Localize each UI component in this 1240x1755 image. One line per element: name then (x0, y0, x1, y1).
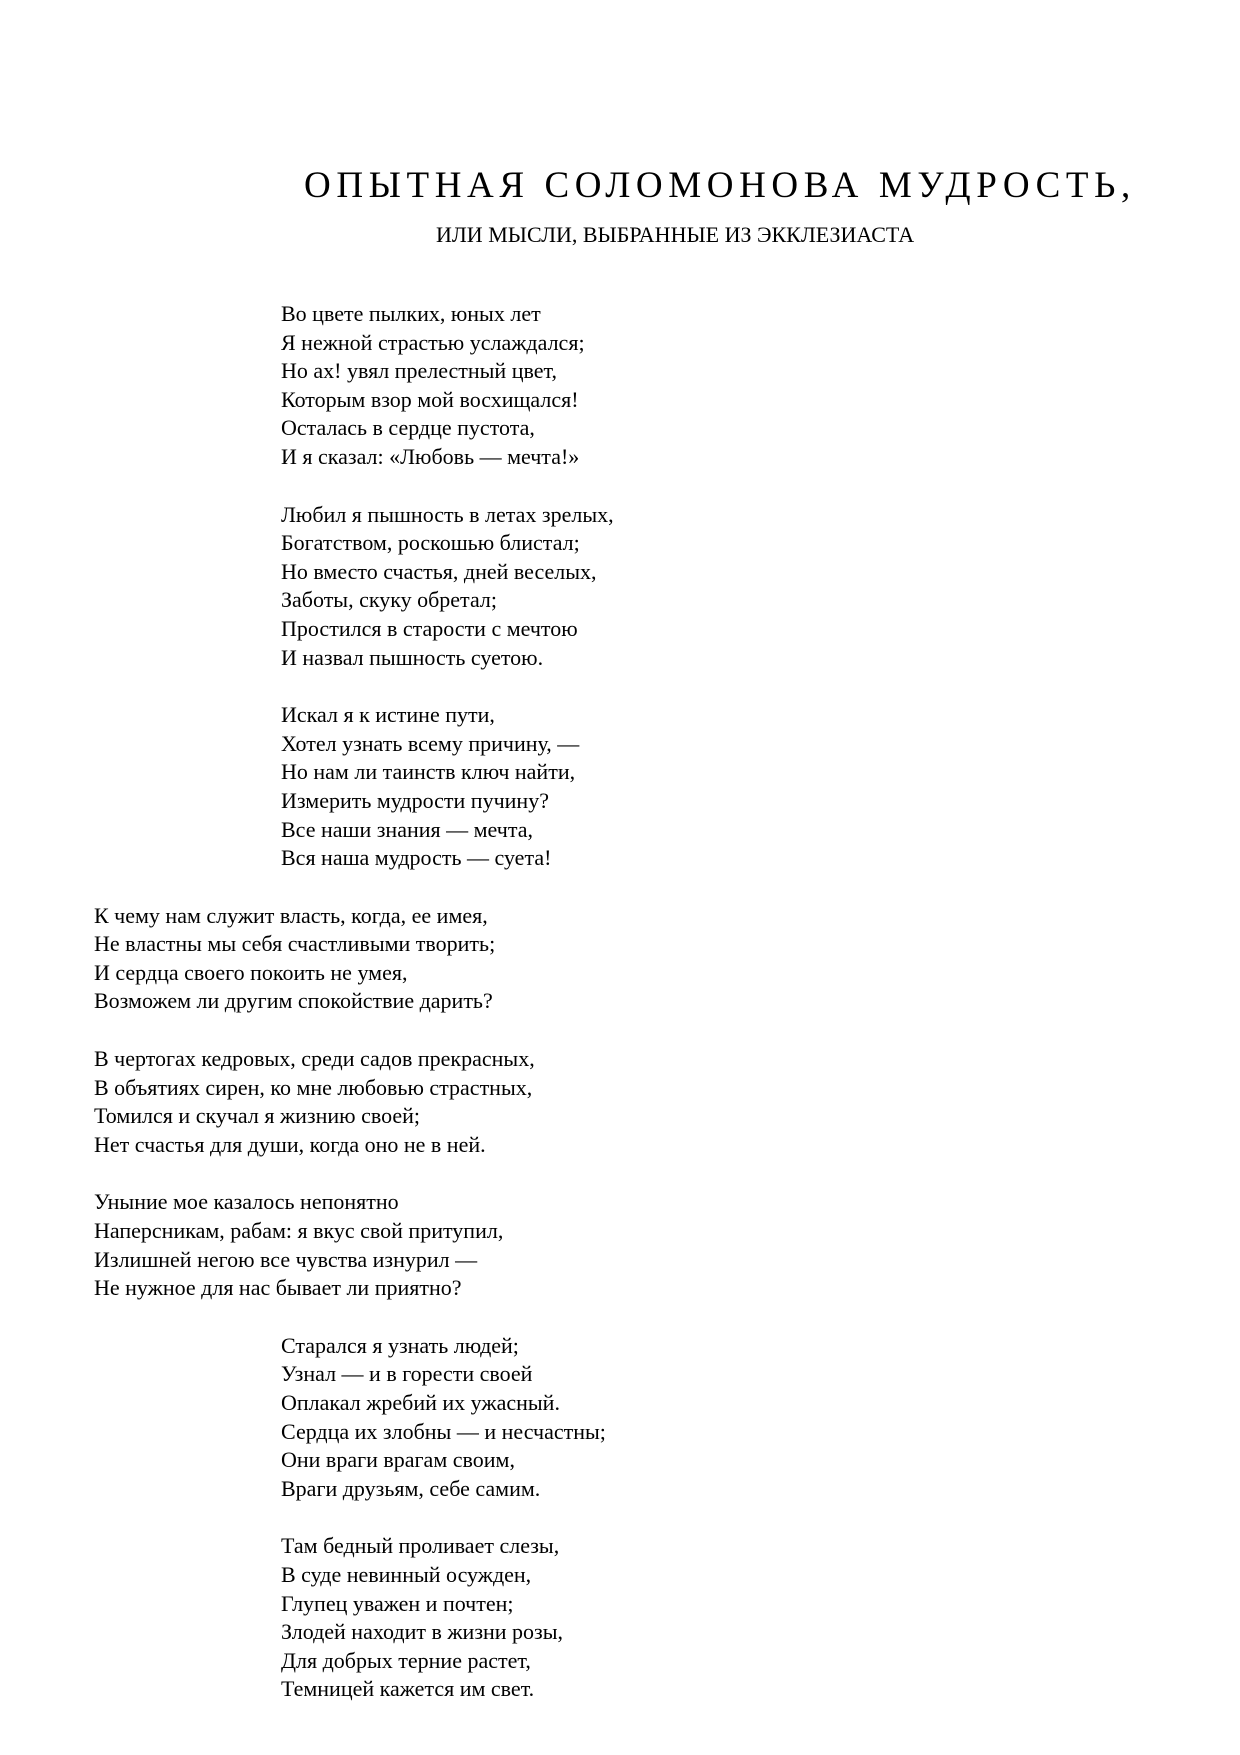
verse-line: В суде невинный осужден, (281, 1561, 532, 1587)
verse-line: Искал я к истине пути, (281, 702, 495, 728)
verse-line: В чертогах кедровых, среди садов прекрасных, (94, 1046, 535, 1072)
verse-line: И сердца своего покоить не умея, (94, 959, 408, 985)
stanza (281, 1532, 1240, 1704)
verse-line: Для добрых терние растет, (281, 1647, 531, 1673)
poem-title: ОПЫТНАЯ СОЛОМОНОВА МУДРОСТЬ, (304, 165, 1136, 206)
poem-body (0, 300, 1240, 1733)
verse-line: Наперсникам, рабам: я вкус свой притупил, (94, 1218, 504, 1244)
verse-line: К чему нам служит власть, когда, ее имея, (94, 902, 488, 928)
verse-line: Но ах! увял прелестный цвет, (281, 358, 557, 384)
verse-line: Старался я узнать людей; (281, 1332, 519, 1358)
verse-line: Осталась в сердце пустота, (281, 415, 535, 441)
verse-line: Нет счастья для души, когда оно не в ней. (94, 1131, 486, 1157)
verse-line: Хотел узнать всему причину, — (281, 730, 580, 756)
stanza (281, 501, 1240, 673)
stanza (94, 902, 1240, 1016)
verse-line: Томился и скучал я жизнию своей; (94, 1103, 421, 1129)
verse-line: Но нам ли таинств ключ найти, (281, 759, 576, 785)
verse-line: Измерить мудрости пучину? (281, 787, 549, 813)
stanza (94, 1188, 1240, 1302)
verse-line: И назвал пышность суетою. (281, 644, 544, 670)
verse-line: Они враги врагам своим, (281, 1447, 515, 1473)
verse-line: Глупец уважен и почтен; (281, 1590, 514, 1616)
verse-line: Уныние мое казалось непонятно (94, 1189, 399, 1215)
verse-line: Не властны мы себя счастливыми творить; (94, 931, 496, 957)
verse-line: Возможем ли другим спокойствие дарить? (94, 988, 493, 1014)
verse-line: Которым взор мой восхищался! (281, 386, 579, 412)
verse-line: Вся наша мудрость — суета! (281, 845, 552, 871)
verse-line: Во цвете пылких, юных лет (281, 301, 541, 326)
stanza (281, 701, 1240, 873)
verse-line: Но вместо счастья, дней веселых, (281, 558, 597, 584)
verse-line: Я нежной страстью услаждался; (281, 329, 585, 355)
verse-line: Все наши знания — мечта, (281, 816, 533, 842)
poem-subtitle: ИЛИ МЫСЛИ, ВЫБРАННЫЕ ИЗ ЭККЛЕЗИАСТА (436, 222, 915, 247)
verse-line: И я сказал: «Любовь — мечта!» (281, 443, 580, 469)
stanza (281, 300, 1240, 472)
verse-line: Злодей находит в жизни розы, (281, 1619, 564, 1645)
verse-line: Не нужное для нас бывает ли приятно? (94, 1275, 462, 1301)
verse-line: Сердца их злобны — и несчастны; (281, 1418, 606, 1444)
verse-line: Заботы, скуку обретал; (281, 587, 497, 613)
verse-line: В объятиях сирен, ко мне любовью страстных, (94, 1074, 533, 1100)
verse-line: Простился в старости с мечтою (281, 615, 578, 641)
stanza (94, 1045, 1240, 1159)
verse-line: Оплакал жребий их ужасный. (281, 1390, 560, 1415)
verse-line: Любил я пышность в летах зрелых, (281, 501, 614, 527)
verse-line: Богатством, роскошью блистал; (281, 530, 580, 556)
verse-line: Враги друзьям, себе самим. (281, 1475, 541, 1501)
stanza (281, 1332, 1240, 1504)
verse-line: Излишней негою все чувства изнурил — (94, 1246, 478, 1272)
verse-line: Темницей кажется им свет. (281, 1676, 535, 1702)
verse-line: Там бедный проливает слезы, (281, 1533, 560, 1559)
verse-line: Узнал — и в горести своей (281, 1361, 533, 1387)
